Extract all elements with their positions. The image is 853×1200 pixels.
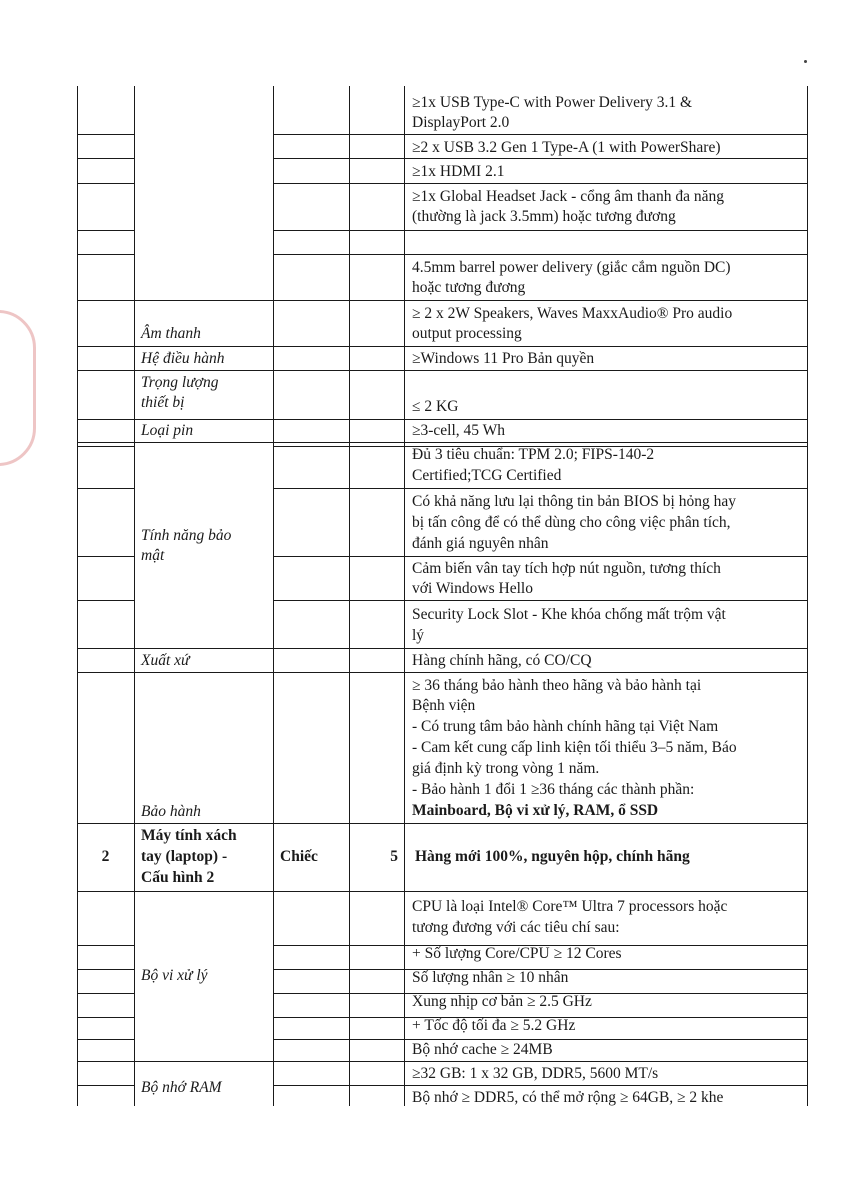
audio-value: ≥ 2 x 2W Speakers, Waves MaxxAudio® Pro audio (412, 305, 733, 322)
spec-headset-cont: (thường là jack 3.5mm) hoặc tương đương (412, 208, 676, 225)
item2-name: Máy tính xách (141, 827, 237, 844)
security-bios: Có khả năng lưu lại thông tin bản BIOS bị hỏng hay (412, 493, 736, 510)
row-line (404, 183, 808, 184)
security-bios-cont-2: đánh giá nguyên nhân (412, 535, 549, 552)
origin-label: Xuất xứ (141, 652, 190, 669)
row-line (77, 183, 134, 184)
row-line (77, 158, 134, 159)
weight-value: ≤ 2 KG (412, 398, 459, 415)
spec-usba: ≥2 x USB 3.2 Gen 1 Type-A (1 with PowerShare) (412, 139, 721, 156)
row-line (77, 891, 808, 892)
row-line (273, 556, 404, 557)
table-border-right (807, 86, 808, 1106)
row-line (273, 993, 404, 994)
ram-label: Bộ nhớ RAM (141, 1079, 222, 1096)
cpu-type: CPU là loại Intel® Core™ Ultra 7 processors hoặc (412, 898, 728, 915)
security-tpm-cont: Certified;TCG Certified (412, 467, 562, 484)
table-border-left (77, 86, 78, 1106)
security-fingerprint: Cảm biến vân tay tích hợp nút nguồn, tương thích (412, 560, 721, 577)
row-line (404, 254, 808, 255)
row-line (77, 1085, 134, 1086)
row-line (273, 254, 404, 255)
security-lockslot: Security Lock Slot - Khe khóa chống mất trộm vật (412, 606, 726, 623)
os-label: Hệ điều hành (141, 350, 225, 367)
item2-unit: Chiếc (280, 848, 318, 865)
spec-headset: ≥1x Global Headset Jack - cổng âm thanh đa năng (412, 188, 724, 205)
warranty-line-6: - Bảo hành 1 đổi 1 ≥36 tháng các thành phần: (412, 781, 695, 798)
row-line (77, 1039, 134, 1040)
row-line (273, 1017, 404, 1018)
row-line (273, 1039, 404, 1040)
warranty-line-3: - Có trung tâm bảo hành chính hãng tại Việt Nam (412, 718, 719, 735)
row-line (273, 134, 404, 135)
security-tpm: Đủ 3 tiêu chuẩn: TPM 2.0; FIPS-140-2 (412, 446, 655, 463)
row-line (77, 1061, 808, 1062)
row-line (77, 230, 134, 231)
row-line (77, 419, 808, 420)
spec-usbc-cont: DisplayPort 2.0 (412, 114, 510, 131)
row-line (273, 183, 404, 184)
spec-barrel-cont: hoặc tương đương (412, 279, 526, 296)
row-line (77, 648, 808, 649)
cpu-type-cont: tương đương với các tiêu chí sau: (412, 919, 620, 936)
spec-usbc: ≥1x USB Type-C with Power Delivery 3.1 & (412, 94, 693, 111)
row-line (404, 134, 808, 135)
warranty-line-7: Mainboard, Bộ vi xử lý, RAM, ổ SSD (412, 802, 659, 819)
ram-expansion: Bộ nhớ ≥ DDR5, có thể mở rộng ≥ 64GB, ≥ 2 khe (412, 1089, 724, 1106)
audio-value-cont: output processing (412, 325, 522, 342)
row-line (273, 158, 404, 159)
row-line (404, 158, 808, 159)
row-line (404, 556, 808, 557)
row-line (404, 230, 808, 231)
column-divider-4 (404, 86, 405, 1106)
row-line (77, 969, 134, 970)
column-divider-2 (273, 86, 274, 1106)
cpu-thread-count: Số lượng nhân ≥ 10 nhân (412, 969, 569, 986)
warranty-line-4: - Cam kết cung cấp linh kiện tối thiểu 3–5 năm, Báo (412, 739, 737, 756)
row-line (77, 945, 134, 946)
row-line (273, 600, 404, 601)
warranty-line-1: ≥ 36 tháng bảo hành theo hãng và bảo hành tại (412, 677, 702, 694)
item2-description: Hàng mới 100%, nguyên hộp, chính hãng (415, 848, 690, 865)
cpu-label: Bộ vi xử lý (141, 967, 208, 984)
battery-value: ≥3-cell, 45 Wh (412, 422, 506, 439)
column-divider-3 (349, 86, 350, 1106)
row-line (77, 672, 808, 673)
cpu-core-count: + Số lượng Core/CPU ≥ 12 Cores (412, 945, 622, 962)
row-line (273, 488, 404, 489)
row-line (77, 346, 808, 347)
row-line (77, 300, 808, 301)
battery-label: Loại pin (141, 422, 194, 439)
row-line (77, 488, 134, 489)
security-label-cont: mật (141, 547, 165, 564)
weight-label: Trọng lượng (141, 374, 219, 391)
row-line (77, 1017, 134, 1018)
item2-number: 2 (101, 848, 110, 865)
cpu-cache: Bộ nhớ cache ≥ 24MB (412, 1041, 553, 1058)
row-line (77, 446, 134, 447)
row-line (273, 230, 404, 231)
row-line (404, 488, 808, 489)
row-line (273, 969, 404, 970)
row-line (77, 254, 134, 255)
security-label: Tính năng bảo (141, 527, 232, 544)
row-line (77, 556, 134, 557)
scan-speck (804, 60, 807, 63)
row-line (77, 823, 808, 824)
row-line (273, 446, 404, 447)
warranty-line-5: giá định kỳ trong vòng 1 năm. (412, 760, 600, 777)
security-fingerprint-cont: với Windows Hello (412, 580, 533, 597)
row-line (77, 442, 808, 443)
ram-capacity: ≥32 GB: 1 x 32 GB, DDR5, 5600 MT/s (412, 1065, 659, 1082)
warranty-line-2: Bệnh viện (412, 697, 476, 714)
audio-label: Âm thanh (141, 325, 201, 342)
row-line (404, 1085, 808, 1086)
row-line (273, 1085, 404, 1086)
red-stamp-fragment (0, 310, 36, 466)
cpu-base-clock: Xung nhịp cơ bản ≥ 2.5 GHz (412, 993, 592, 1010)
row-line (77, 134, 134, 135)
row-line (77, 370, 808, 371)
origin-value: Hàng chính hãng, có CO/CQ (412, 652, 592, 669)
column-divider-1 (134, 86, 135, 1106)
security-bios-cont: bị tấn công để có thể dùng cho công việc phân tích, (412, 514, 731, 531)
row-line (77, 600, 134, 601)
os-value: ≥Windows 11 Pro Bản quyền (412, 350, 595, 367)
warranty-label: Bảo hành (141, 803, 201, 820)
spec-hdmi: ≥1x HDMI 2.1 (412, 163, 505, 180)
spec-barrel: 4.5mm barrel power delivery (giắc cắm nguồn DC) (412, 259, 731, 276)
row-line (404, 600, 808, 601)
security-lockslot-cont: lý (412, 627, 425, 644)
row-line (273, 945, 404, 946)
weight-label-cont: thiết bị (141, 394, 185, 411)
item2-name-cont-2: Cấu hình 2 (141, 869, 215, 886)
cpu-max-clock: + Tốc độ tối đa ≥ 5.2 GHz (412, 1017, 576, 1034)
item2-quantity: 5 (390, 848, 398, 865)
item2-name-cont: tay (laptop) - (141, 848, 228, 865)
row-line (77, 993, 134, 994)
